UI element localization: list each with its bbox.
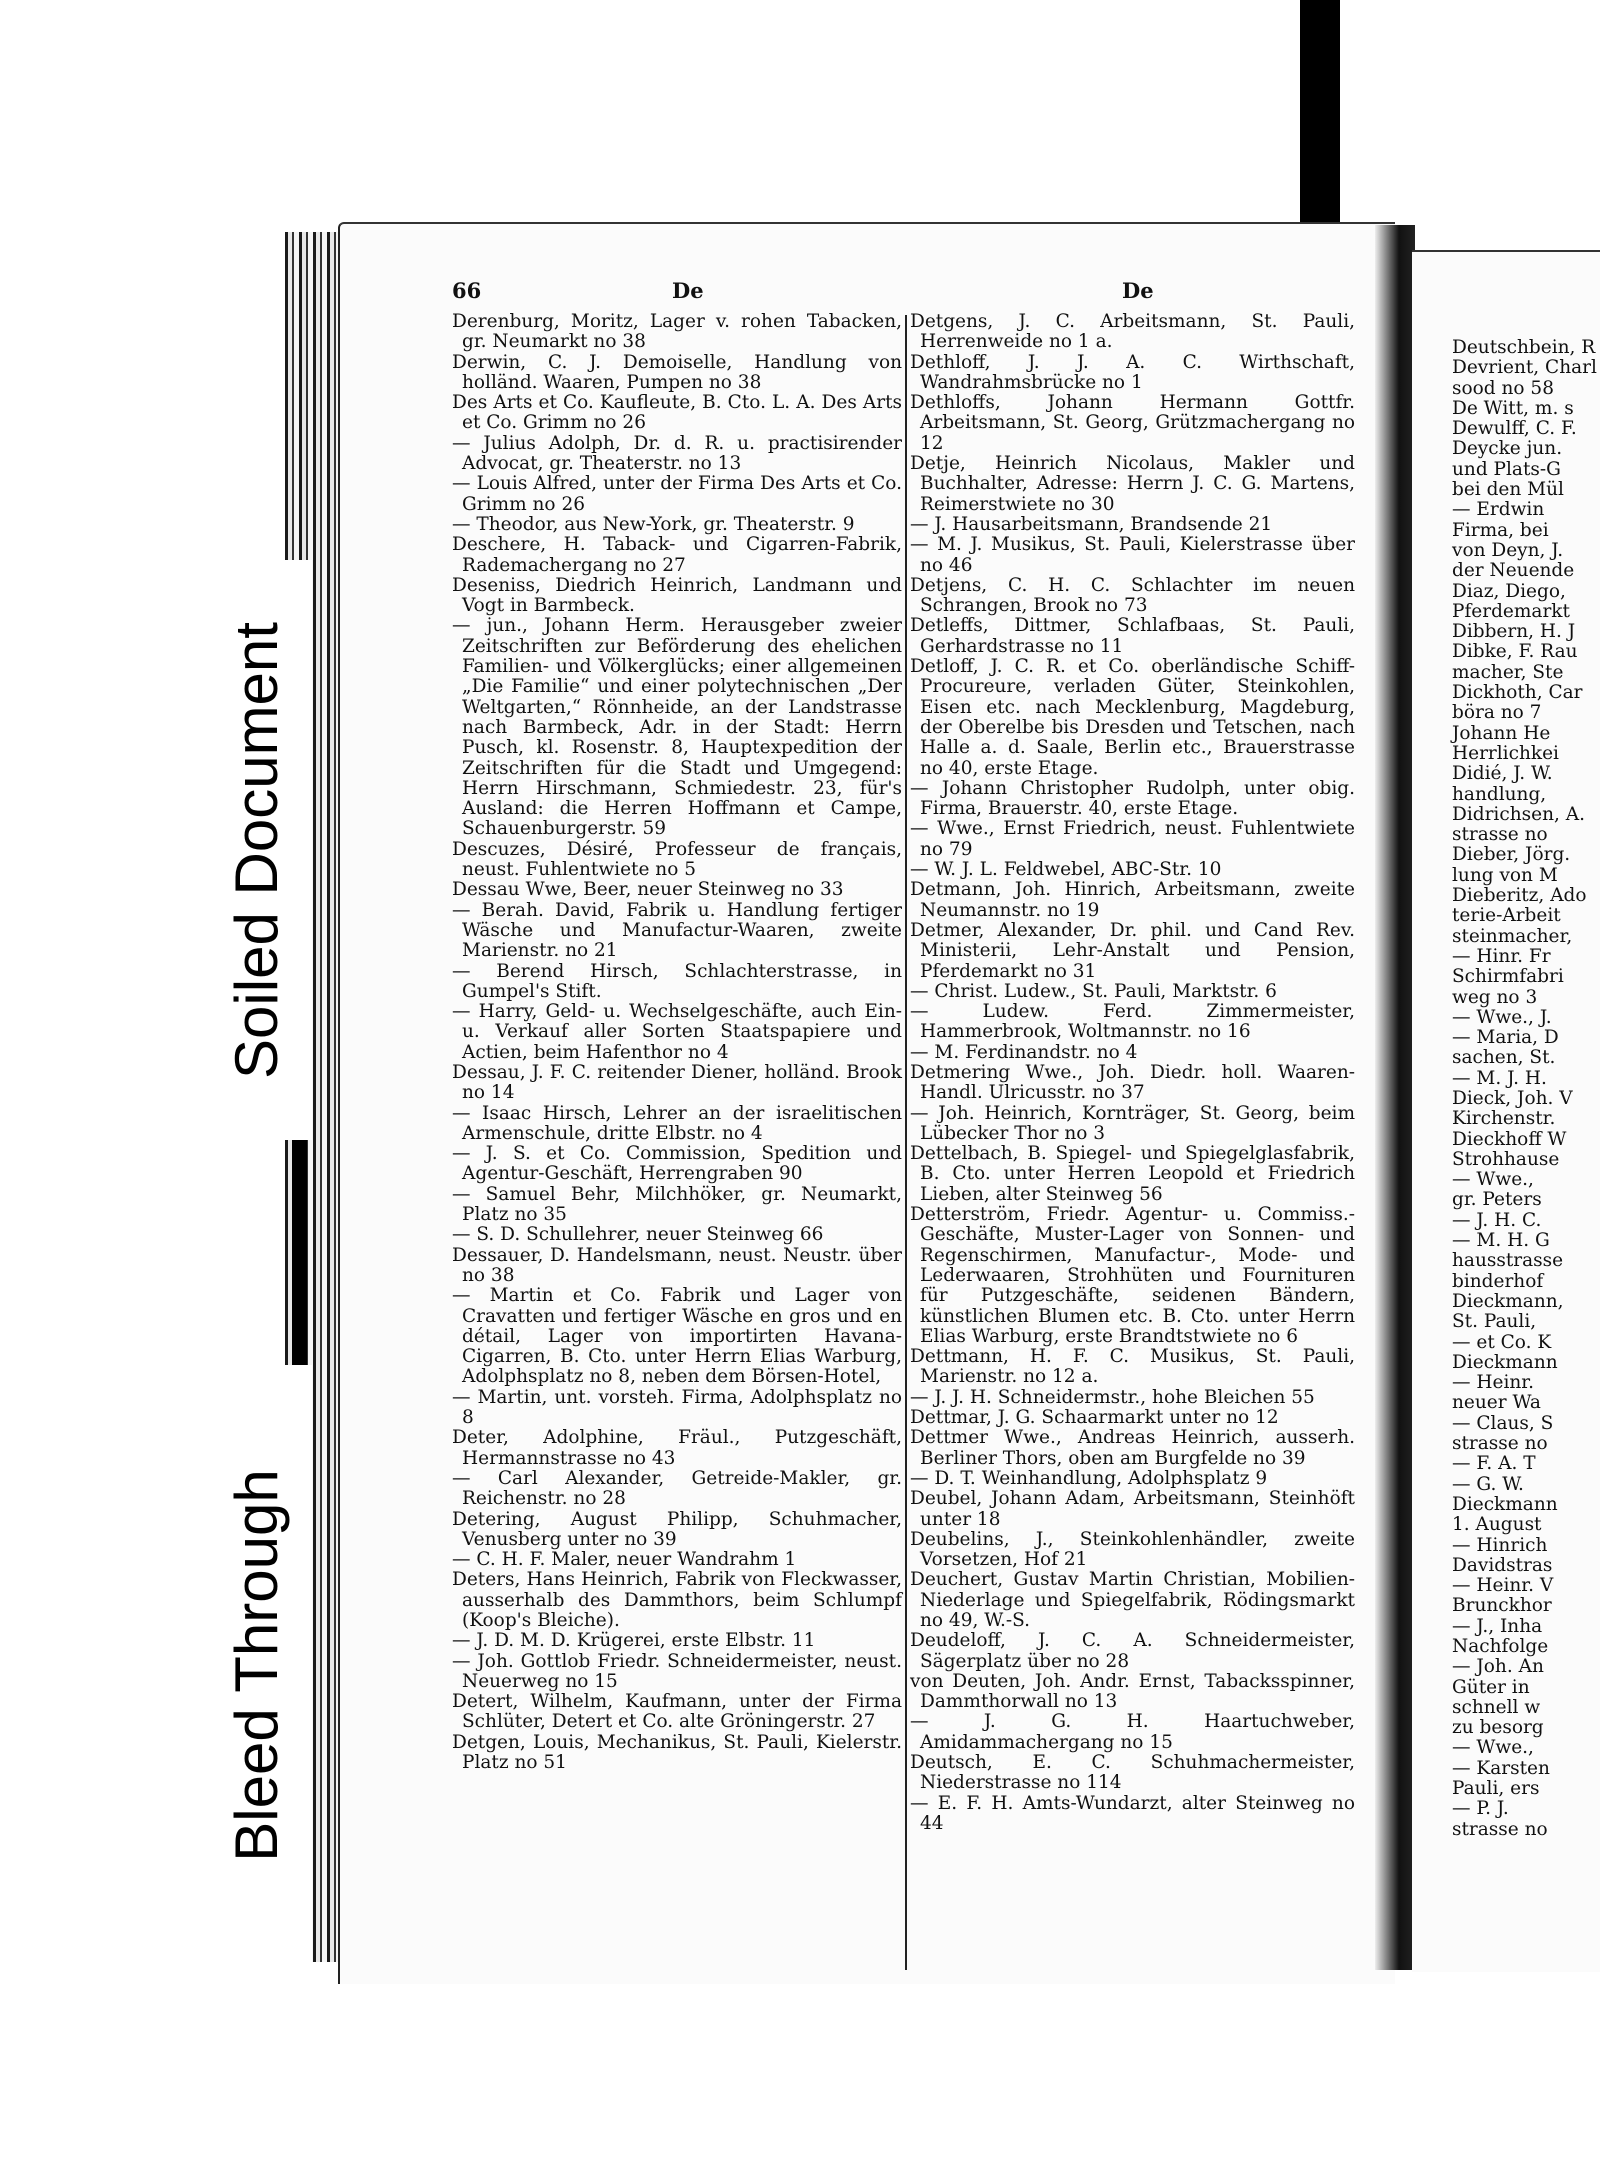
directory-entry: — Wwe., [1452, 1169, 1534, 1191]
directory-entry: strasse no [1452, 824, 1548, 846]
directory-entry: — J. H. C. [1452, 1209, 1542, 1231]
directory-entry: bei den Mül [1452, 479, 1564, 501]
directory-entry: — Heinr. V [1452, 1575, 1554, 1597]
directory-entry: Dieckmann [1452, 1351, 1558, 1373]
directory-entry: Descuzes, Désiré, Professeur de français, neust. Fuhlentwiete no 5 [452, 838, 902, 881]
directory-entry: — J. D. M. D. Krügerei, erste Elbstr. 11 [452, 1630, 816, 1652]
directory-entry: Deschere, H. Taback- und Cigarren-Fabrik, Rademachergang no 27 [452, 534, 902, 576]
directory-entry: — Hinrich [1452, 1534, 1548, 1556]
directory-entry: Des Arts et Co. Kaufleute, B. Cto. L. A. Des Arts et Co. Grimm no 26 [452, 392, 902, 434]
bleed-through-label: Bleed Through [200, 1365, 312, 1965]
directory-entry: Devrient, Charl [1452, 357, 1597, 379]
directory-entry: — C. H. F. Maler, neuer Wandrahm 1 [452, 1549, 797, 1571]
directory-entry: Deudeloff, J. C. A. Schneidermeister, Sägerplatz über no 28 [910, 1630, 1355, 1672]
directory-column-left [452, 312, 902, 1773]
directory-entry: Dieckmann [1452, 1493, 1558, 1515]
directory-entry: — J. J. H. Schneidermstr., hohe Bleichen 55 [910, 1386, 1315, 1408]
directory-entry: neuer Wa [1452, 1392, 1541, 1414]
directory-entry: — Ludew. Ferd. Zimmermeister, Hammerbrook, Woltmannstr. no 16 [910, 1001, 1355, 1043]
scan-edge-bar [1300, 0, 1340, 235]
directory-entry: Deycke jun. [1452, 438, 1563, 460]
directory-entry: Detmer, Alexander, Dr. phil. und Cand Rev. Ministerii, Lehr-Anstalt und Pension, Pferdemarkt no 31 [910, 919, 1355, 982]
directory-entry: — P. J. [1452, 1798, 1509, 1820]
directory-entry: steinmacher, [1452, 925, 1573, 947]
directory-entry: sachen, St. [1452, 1047, 1556, 1069]
directory-entry: Detloff, J. C. R. et Co. oberländische Schiff-Procureure, verladen Güter, Steinkohlen, Eisen etc. nach Mecklenburg, Magdeburg, der Oberelbe bis Dresden und Tetschen, nach Halle a. d. Saale, Berlin etc., Brauerstrasse no 40, erste Etage. [910, 656, 1355, 779]
directory-entry: Deter, Adolphine, Fräul., Putzgeschäft, Hermannstrasse no 43 [452, 1427, 902, 1469]
directory-entry: — Karsten [1452, 1757, 1550, 1779]
directory-entry: Dessau Wwe, Beer, neuer Steinweg no 33 [452, 879, 844, 901]
directory-entry: Deubel, Johann Adam, Arbeitsmann, Steinhöft unter 18 [910, 1488, 1355, 1530]
directory-entry: — Joh. Gottlob Friedr. Schneidermeister, neust. Neuerweg no 15 [452, 1650, 902, 1692]
directory-entry: — Martin et Co. Fabrik und Lager von Cravatten und fertiger Wäsche en gros und en détail, Lager von importirten Havana-Cigarren, B. Cto. unter Herrn Elias Warburg, Adolphsplatz no 8, neben dem Börsen-Hotel, [452, 1285, 902, 1388]
directory-entry: — W. J. L. Feldwebel, ABC-Str. 10 [910, 859, 1222, 881]
directory-entry: Dettmar, J. G. Schaarmarkt unter no 12 [910, 1407, 1279, 1429]
directory-entry: — Hinr. Fr [1452, 945, 1551, 967]
directory-entry: — J., Inha [1452, 1615, 1543, 1637]
directory-entry: — E. F. H. Amts-Wundarzt, alter Steinweg no 44 [910, 1792, 1355, 1834]
directory-entry: — Louis Alfred, unter der Firma Des Arts et Co. Grimm no 26 [452, 473, 902, 515]
directory-entry: von Deuten, Joh. Andr. Ernst, Tabacksspinner, Dammthorwall no 13 [910, 1670, 1355, 1713]
directory-entry: Dewulff, C. F. [1452, 418, 1577, 440]
directory-entry: St. Pauli, [1452, 1311, 1537, 1333]
directory-entry: Kirchenstr. [1452, 1108, 1556, 1130]
directory-entry: Dieckhoff W [1452, 1128, 1567, 1150]
directory-entry: Herrlichkei [1452, 742, 1559, 764]
directory-entry: Detert, Wilhelm, Kaufmann, unter der Firma Schlüter, Detert et Co. alte Gröningerstr. 27 [452, 1691, 902, 1733]
directory-entry: — S. D. Schullehrer, neuer Steinweg 66 [452, 1224, 824, 1246]
directory-entry: weg no 3 [1452, 986, 1538, 1008]
directory-entry: — Christ. Ludew., St. Pauli, Marktstr. 6 [910, 980, 1277, 1002]
directory-entry: Detgens, J. C. Arbeitsmann, St. Pauli, Herrenweide no 1 a. [910, 311, 1355, 353]
directory-entry: Didrichsen, A. [1452, 803, 1585, 825]
directory-entry: — Isaac Hirsch, Lehrer an der israelitischen Armenschule, dritte Elbstr. no 4 [452, 1102, 902, 1144]
directory-entry: — J. G. H. Haartuchweber, Amidammachergang no 15 [910, 1711, 1355, 1753]
directory-entry: Schirmfabri [1452, 966, 1564, 988]
directory-entry: Detmering Wwe., Joh. Diedr. holl. Waaren-Handl. Ulricusstr. no 37 [910, 1061, 1355, 1104]
directory-entry: Deubelins, J., Steinkohlenhändler, zweite Vorsetzen, Hof 21 [910, 1528, 1355, 1571]
directory-entry: — M. H. G [1452, 1230, 1550, 1252]
directory-entry: Detmann, Joh. Hinrich, Arbeitsmann, zweite Neumannstr. no 19 [910, 879, 1355, 921]
directory-entry: — Johann Christopher Rudolph, unter obig. Firma, Brauerstr. 40, erste Etage. [910, 777, 1355, 820]
directory-entry: hausstrasse [1452, 1250, 1564, 1272]
next-page-fragments [1452, 338, 1600, 1840]
directory-entry: Dettmann, H. F. C. Musikus, St. Pauli, Marienstr. no 12 a. [910, 1346, 1355, 1388]
directory-entry: — M. Ferdinandstr. no 4 [910, 1041, 1138, 1063]
directory-entry: Dibbern, H. J [1452, 621, 1576, 643]
directory-entry: — Theodor, aus New-York, gr. Theaterstr. 9 [452, 513, 855, 535]
directory-entry: — Heinr. [1452, 1372, 1534, 1394]
directory-entry: — et Co. K [1452, 1331, 1552, 1353]
directory-entry: Davidstras [1452, 1554, 1553, 1576]
column-divider [905, 315, 907, 1970]
directory-entry: Strohhause [1452, 1148, 1560, 1170]
directory-entry: lung von M [1452, 864, 1558, 886]
directory-entry: — Maria, D [1452, 1027, 1559, 1049]
left-running-head: De [672, 278, 704, 303]
directory-entry: — Carl Alexander, Getreide-Makler, gr. Reichenstr. no 28 [452, 1467, 902, 1510]
directory-entry: Dettmer Wwe., Andreas Heinrich, ausserh. Berliner Thors, oben am Burgfelde no 39 [910, 1427, 1355, 1469]
directory-entry: böra no 7 [1452, 702, 1542, 724]
directory-entry: Pauli, ers [1452, 1778, 1540, 1800]
directory-entry: Dethloffs, Johann Hermann Gottfr. Arbeitsmann, St. Georg, Grützmachergang no 12 [910, 392, 1355, 454]
directory-entry: — Claus, S [1452, 1412, 1554, 1434]
directory-entry: binderhof [1452, 1270, 1544, 1292]
directory-entry: Derenburg, Moritz, Lager v. rohen Tabacken, gr. Neumarkt no 38 [452, 311, 902, 353]
directory-entry: Detterström, Friedr. Agentur- u. Commiss.-Geschäfte, Muster-Lager von Sonnen- und Regenschirmen, Manufactur-, Mode- und Lederwaaren, Strohhüten und Fournituren für Putzgeschäfte, seidenen Bändern, künstlichen Blumen etc. B. Cto. unter Herrn Elias Warburg, erste Brandtstwiete no 6 [910, 1204, 1355, 1347]
directory-entry: Nachfolge [1452, 1636, 1549, 1657]
directory-entry: Detje, Heinrich Nicolaus, Makler und Buchhalter, Adresse: Herrn J. C. G. Martens, Reimerstwiete no 30 [910, 453, 1355, 515]
directory-entry: Deutsch, E. C. Schuhmachermeister, Niederstrasse no 114 [910, 1752, 1355, 1794]
directory-entry: Deseniss, Diedrich Heinrich, Landmann und Vogt in Barmbeck. [452, 574, 902, 617]
directory-entry: schnell w [1452, 1696, 1541, 1718]
right-running-head: De [1122, 278, 1154, 303]
directory-entry: — J. S. et Co. Commission, Spedition und Agentur-Geschäft, Herrengraben 90 [452, 1143, 902, 1185]
directory-entry: Detjens, C. H. C. Schlachter im neuen Schrangen, Brook no 73 [910, 574, 1355, 617]
directory-entry: — jun., Johann Herm. Herausgeber zweier Zeitschriften zur Beförderung des ehelichen Familien- und Völkerglücks; einer allgemeinen „Die Familie“ und einer polytechnischen „Der Weltgarten,“ Rönnheide, an der Landstrasse nach Barmbeck, Adr. in der Stadt: Herrn Pusch, kl. Rosenstr. 8, Hauptexpedition der Zeitschriften für die Stadt und Umgegend: Herrn Hirschmann, Schmiedestr. 23, für's Ausland: die Herren Hoffmann et Campe, Schauenburgerstr. 59 [452, 615, 902, 840]
directory-entry: Diaz, Diego, [1452, 580, 1566, 602]
directory-entry: Deuchert, Gustav Martin Christian, Mobilien-Niederlage und Spiegelfabrik, Rödingsmarkt no 49, W.-S. [910, 1569, 1355, 1631]
directory-entry: Detgen, Louis, Mechanikus, St. Pauli, Kielerstr. Platz no 51 [452, 1731, 902, 1774]
directory-entry: — Martin, unt. vorsteh. Firma, Adolphsplatz no 8 [452, 1386, 902, 1429]
directory-entry: Dettelbach, B. Spiegel- und Spiegelglasfabrik, B. Cto. unter Herren Leopold et Friedrich Lieben, alter Steinweg 56 [910, 1143, 1355, 1205]
directory-entry: strasse no [1452, 1818, 1548, 1840]
directory-entry: — M. J. Musikus, St. Pauli, Kielerstrasse über no 46 [910, 534, 1355, 576]
directory-entry: strasse no [1452, 1433, 1548, 1455]
directory-entry: zu besorg [1452, 1717, 1544, 1739]
directory-entry: Deutschbein, R [1452, 337, 1596, 358]
directory-entry: Brunckhor [1452, 1595, 1552, 1617]
directory-entry: — Joh. An [1452, 1656, 1544, 1678]
directory-entry: terie-Arbeit [1452, 905, 1561, 927]
directory-entry: Firma, bei [1452, 519, 1549, 541]
page-gutter [1375, 225, 1415, 1970]
directory-entry: — Erdwin [1452, 499, 1545, 521]
directory-entry: Deters, Hans Heinrich, Fabrik von Fleckwasser, ausserhalb des Dammthors, beim Schlumpf (Koop's Bleiche). [452, 1569, 902, 1631]
directory-entry: Dethloff, J. J. A. C. Wirthschaft, Wandrahmsbrücke no 1 [910, 351, 1355, 393]
directory-entry: von Deyn, J. [1452, 539, 1564, 561]
directory-entry: gr. Peters [1452, 1189, 1542, 1211]
directory-entry: — D. T. Weinhandlung, Adolphsplatz 9 [910, 1467, 1268, 1489]
soiled-document-label: Soiled Document [200, 560, 312, 1140]
directory-entry: — Harry, Geld- u. Wechselgeschäfte, auch Ein- u. Verkauf aller Sorten Staatspapiere und Actien, beim Hafenthor no 4 [452, 1001, 902, 1063]
directory-entry: Johann He [1452, 722, 1551, 744]
directory-entry: Dieck, Joh. V [1452, 1087, 1573, 1109]
directory-entry: — Wwe., Ernst Friedrich, neust. Fuhlentwiete no 79 [910, 818, 1355, 860]
directory-entry: — Joh. Heinrich, Kornträger, St. Georg, beim Lübecker Thor no 3 [910, 1102, 1355, 1144]
directory-entry: — Julius Adolph, Dr. d. R. u. practisirender Advocat, gr. Theaterstr. no 13 [452, 432, 902, 475]
directory-entry: Didié, J. W. [1452, 763, 1553, 785]
directory-entry: Derwin, C. J. Demoiselle, Handlung von holländ. Waaren, Pumpen no 38 [452, 351, 902, 393]
directory-entry: — Samuel Behr, Milchhöker, gr. Neumarkt, Platz no 35 [452, 1183, 902, 1226]
directory-entry: Pferdemarkt [1452, 600, 1570, 622]
directory-entry: und Plats-G [1452, 458, 1561, 480]
directory-entry: Dieckmann, [1452, 1290, 1564, 1312]
directory-entry: — Berend Hirsch, Schlachterstrasse, in Gumpel's Stift. [452, 960, 902, 1002]
directory-entry: — Wwe., [1452, 1737, 1534, 1759]
directory-entry: De Witt, m. s [1452, 397, 1574, 419]
directory-entry: — F. A. T [1452, 1453, 1536, 1475]
directory-column-right [910, 312, 1355, 1834]
directory-entry: — Wwe., J. [1452, 1006, 1552, 1028]
directory-entry: Dieber, Jörg. [1452, 844, 1571, 866]
directory-entry: sood no 58 [1452, 377, 1554, 399]
directory-entry: macher, Ste [1452, 661, 1564, 683]
directory-entry: Detleffs, Dittmer, Schlafbaas, St. Pauli, Gerhardstrasse no 11 [910, 615, 1355, 657]
directory-entry: Güter in [1452, 1676, 1530, 1698]
directory-entry: Dibke, F. Rau [1452, 641, 1578, 663]
directory-entry: Dessauer, D. Handelsmann, neust. Neustr. über no 38 [452, 1244, 902, 1286]
directory-entry: — Berah. David, Fabrik u. Handlung fertiger Wäsche und Manufactur-Waaren, zweite Marienstr. no 21 [452, 899, 902, 962]
directory-entry: der Neuende [1452, 560, 1575, 582]
directory-entry: Detering, August Philipp, Schuhmacher, Venusberg unter no 39 [452, 1508, 902, 1550]
directory-entry: — G. W. [1452, 1473, 1524, 1495]
directory-entry: 1. August [1452, 1514, 1542, 1536]
directory-entry: — M. J. H. [1452, 1067, 1547, 1089]
page-number: 66 [452, 278, 482, 303]
directory-entry: Dieberitz, Ado [1452, 885, 1587, 907]
directory-entry: Dessau, J. F. C. reitender Diener, holländ. Brook no 14 [452, 1061, 902, 1104]
directory-entry: handlung, [1452, 783, 1547, 805]
directory-entry: Dickhoth, Car [1452, 682, 1583, 704]
directory-entry: — J. Hausarbeitsmann, Brandsende 21 [910, 513, 1273, 535]
